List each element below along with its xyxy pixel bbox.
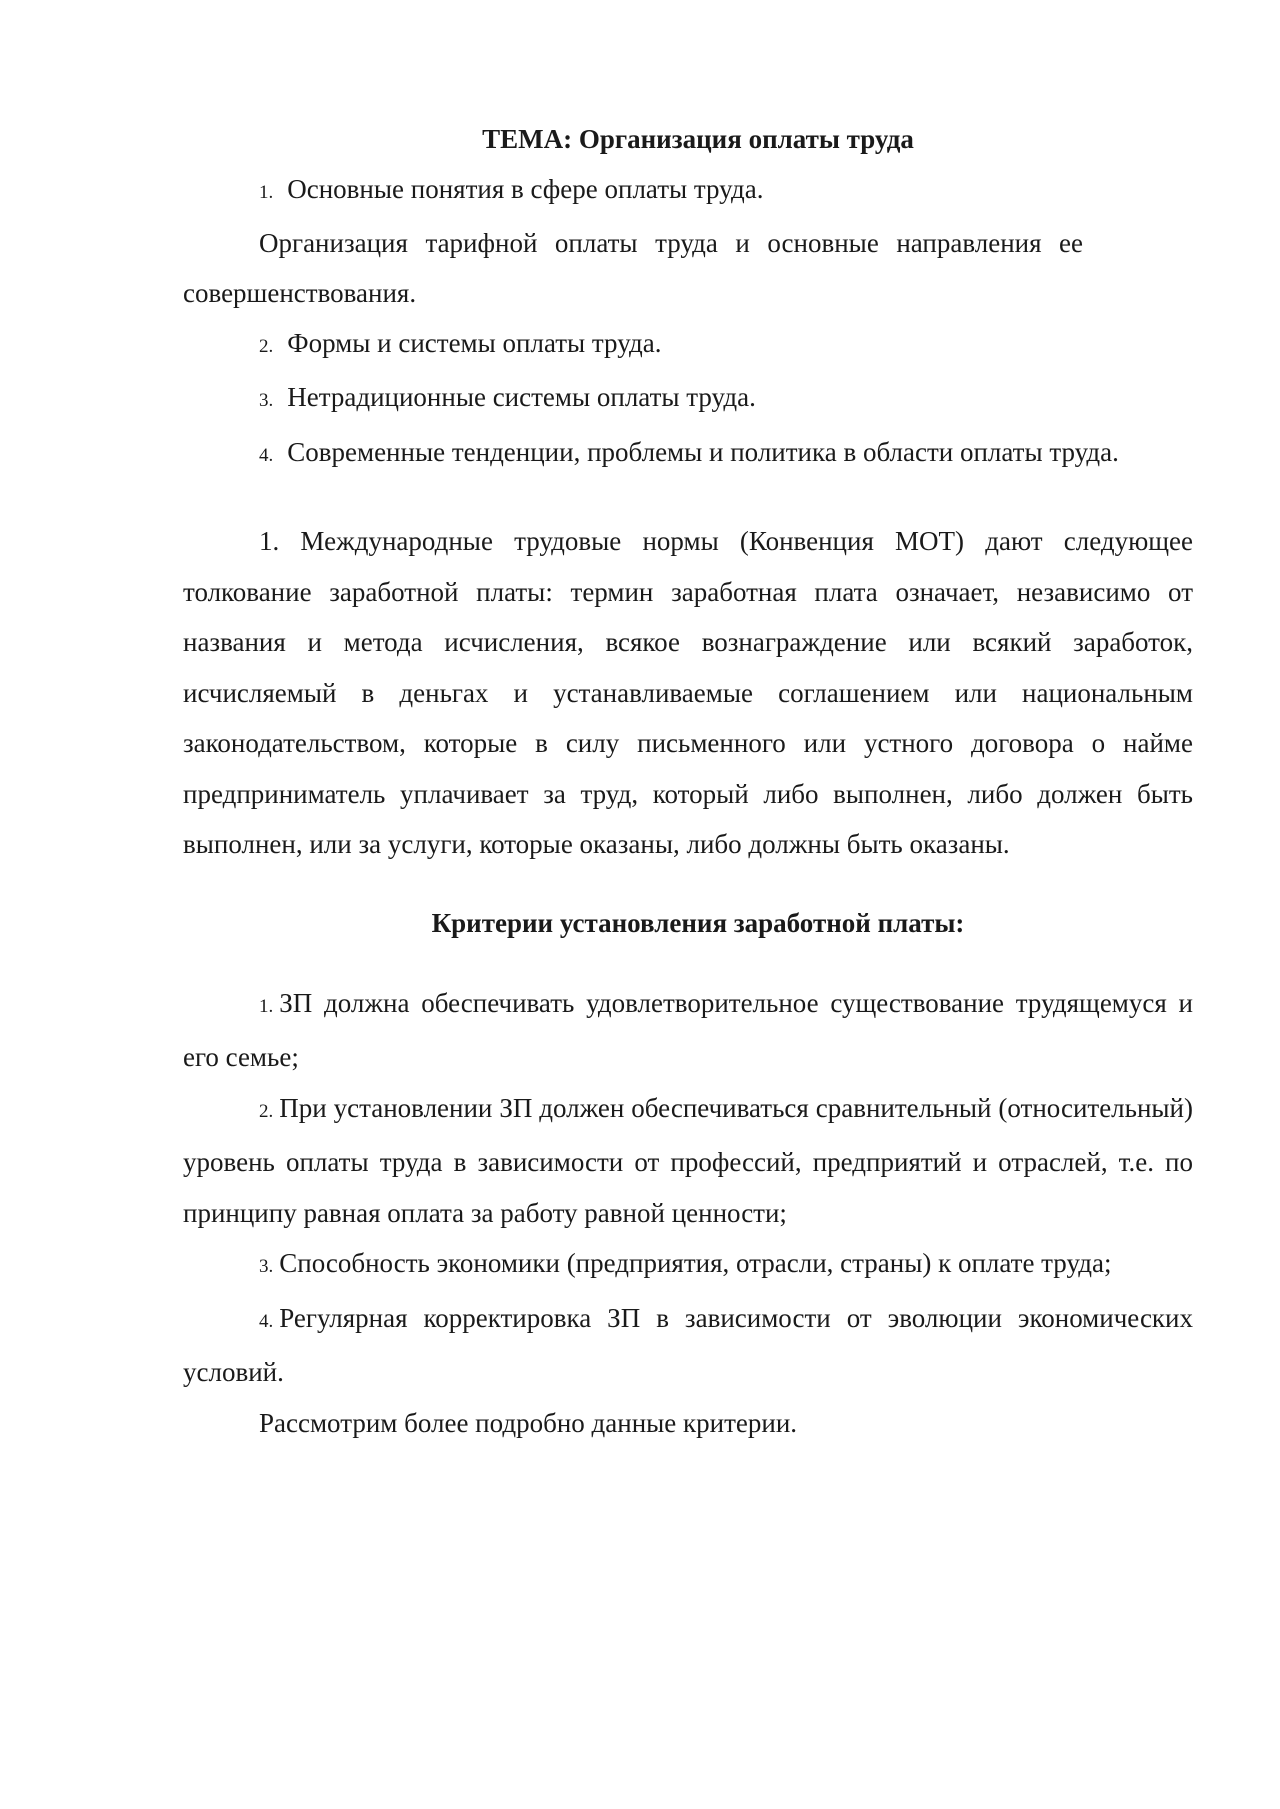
criteria-item [183,978,1193,1083]
criteria-list [183,978,1193,1398]
outline-item: Организация тарифной оплаты труда и основные направления ее совершенствования. [183,228,1083,308]
outline-item [183,164,1193,218]
outline-item [183,426,1193,482]
outline-number: 2. [259,336,274,357]
criteria-text: ЗП должна обеспечивать удовлетворительное существование трудящемуся и его семье; [183,987,1193,1072]
criteria-number: 3. [259,1256,274,1277]
outline-number: 1. [259,182,274,203]
section1-paragraph: 1. Международные трудовые нормы (Конвенция МОТ) дают следующее толкование заработной платы: термин заработная плата означает, независимо от названия и метода исчисления, всякое вознаграждение или всякий заработок, исчисляемый в деньгах и устанавливаемые соглашением или национальным законодательством, которые в силу письменного или устного договора о найме предприниматель уплачивает за труд, который либо выполнен, либо должен быть выполнен, или за услуги, которые оказаны, либо должны быть оказаны. [183,526,1193,859]
outline-number: 3. [259,390,274,411]
page-title: ТЕМА: Организация оплаты труда [482,124,914,154]
outline-number: 4. [259,445,274,466]
outline-text: Современные тенденции, проблемы и политика в области оплаты труда. [287,437,1119,467]
outline-item [183,318,1193,372]
document-content [183,114,1193,1448]
criteria-number: 1. [259,995,274,1017]
criteria-heading: Критерии установления заработной платы: [431,907,965,938]
criteria-number: 2. [259,1100,274,1122]
criteria-item [183,1083,1193,1239]
closing-paragraph: Рассмотрим более подробно данные критерии. [259,1407,798,1438]
criteria-item [183,1238,1193,1293]
outline-text: Формы и системы оплаты труда. [287,328,662,358]
criteria-text: Регулярная корректировка ЗП в зависимости от эволюции экономических условий. [183,1302,1193,1387]
criteria-item [183,1293,1193,1398]
outline-item [183,372,1193,426]
criteria-number: 4. [259,1310,274,1332]
criteria-text: При установлении ЗП должен обеспечиваться сравнительный (относительный) уровень оплаты труда в зависимости от профессий, предприятий и отраслей, т.е. по принципу равная оплата за работу равной ценности; [183,1092,1193,1228]
criteria-text: Способность экономики (предприятия, отрасли, страны) к оплате труда; [279,1248,1112,1278]
outline-text: Основные понятия в сфере оплаты труда. [287,174,764,204]
outline-text: Нетрадиционные системы оплаты труда. [287,382,756,412]
